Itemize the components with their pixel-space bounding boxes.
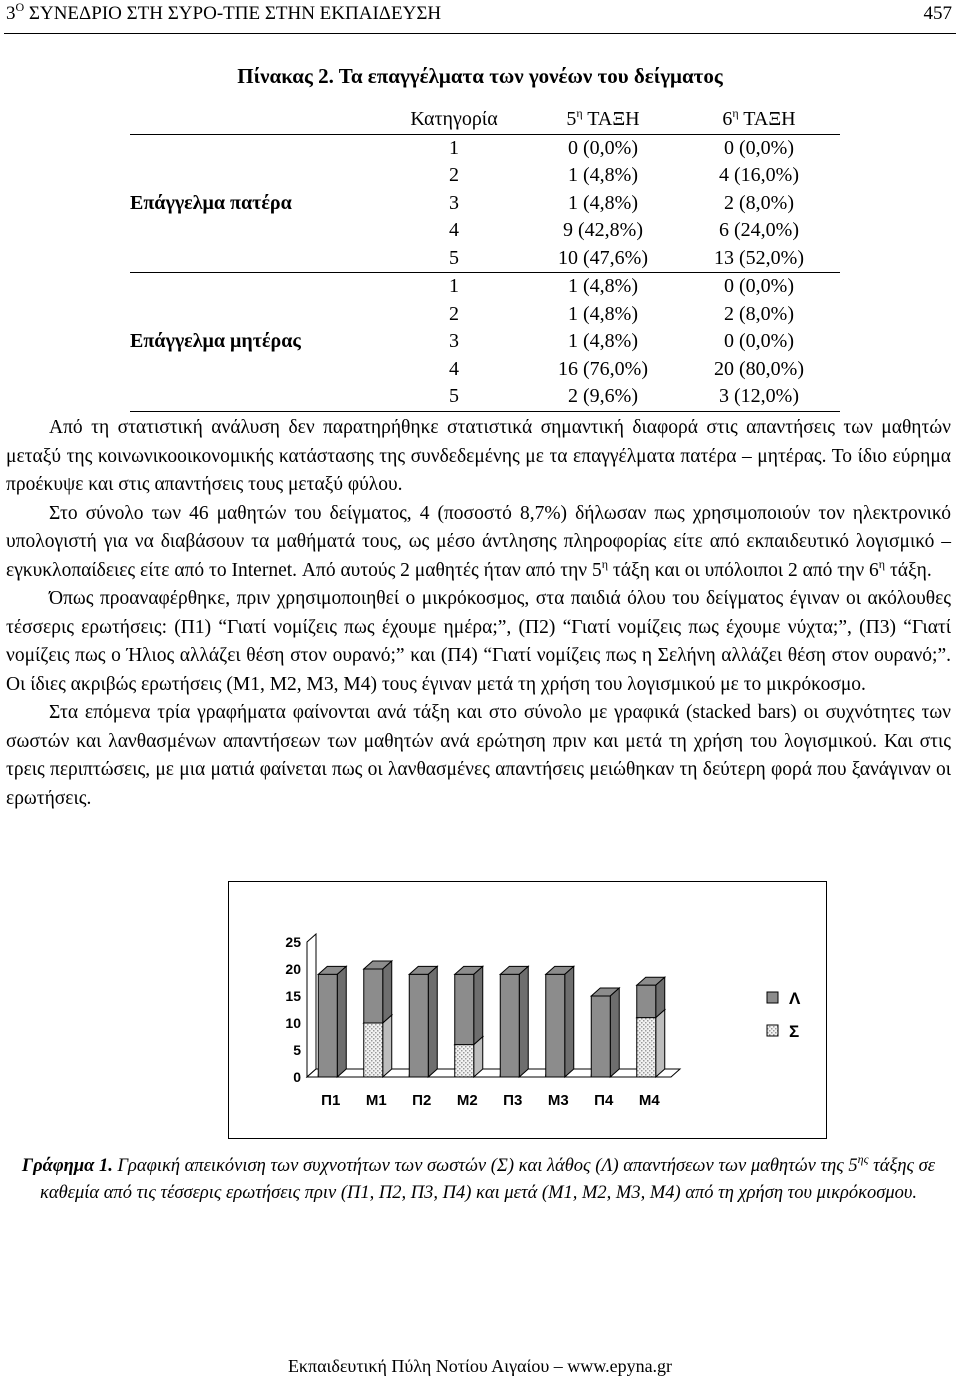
bar-segment-right-Μ4 xyxy=(637,1018,656,1077)
legend-swatch-right xyxy=(767,1025,778,1036)
bar-segment-wrong-Π4-side xyxy=(610,988,619,1077)
legend-label-wrong: Λ xyxy=(789,989,801,1008)
bar-segment-wrong-Π2 xyxy=(409,974,428,1077)
y-tick-label: 0 xyxy=(293,1069,301,1085)
legend-label-right: Σ xyxy=(789,1022,800,1041)
header-number: 3 xyxy=(6,3,16,24)
bar-segment-wrong-Π3-side xyxy=(519,966,528,1077)
bar-segment-wrong-Π1 xyxy=(318,974,337,1077)
y-tick-label: 25 xyxy=(285,934,301,950)
table-row: 2 1 (4,8%) 4 (16,0%) xyxy=(449,164,799,186)
x-tick-label: Μ4 xyxy=(638,1092,660,1109)
bar-segment-wrong-Μ2 xyxy=(455,974,474,1044)
table-row: Επάγγελμα πατέρα 3 1 (4,8%) 2 (8,0%) xyxy=(130,190,840,218)
father-group xyxy=(130,134,840,273)
bar-segment-wrong-Π2-side xyxy=(428,966,437,1077)
table-row: 4 9 (42,8%) 6 (24,0%) xyxy=(449,219,799,241)
figure-caption: Γράφημα 1. Γραφική απεικόνιση των συχνοτήτων των σωστών (Σ) και λάθος (Λ) απαντήσεων των μαθητών της $5^{\eta\varsigma}$ τάξης σε καθεμία από τις τέσσερις ερωτήσεις πριν (Π1, Π2, Π3, Π4) και μετά (Μ1, Μ2, Μ3, Μ4) από τη χρήση του μικρόκοσμου. xyxy=(21,1152,936,1203)
bar-segment-wrong-Μ3-side xyxy=(565,966,574,1077)
table-row: 1 0 (0,0%) 0 (0,0%) xyxy=(449,136,794,159)
x-tick-label: Μ2 xyxy=(456,1092,478,1109)
table-row: 2 1 (4,8%) 2 (8,0%) xyxy=(449,302,794,325)
table-row: 5 2 (9,6%) 3 (12,0%) xyxy=(130,383,840,411)
y-tick-label: 15 xyxy=(285,988,301,1004)
running-header xyxy=(6,0,442,25)
paragraph-2: Στο σύνολο των 46 μαθητών του δείγματος, 4 (ποσοστό 8,7%) δήλωσαν πως χρησιμοποιούν τον ηλεκτρονικό υπολογιστή για να διαβάσουν τα μαθήματά τους, ως μέσο άντλησης πληροφορίας είτε από εκπαιδευτικό λογισμικό – εγκυκλοπαίδειες είτε από το Internet. Από αυτούς 2 μαθητές ήταν από την $5^\eta$ τάξη και οι υπόλοιποι 2 από την $6^\eta$ τάξη. xyxy=(6,502,951,581)
group-label-mother: Επάγγελμα μητέρας xyxy=(130,330,301,352)
bar-segment-right-Μ4-side xyxy=(656,1010,665,1077)
legend-swatch-wrong xyxy=(767,992,778,1003)
group-label-father: Επάγγελμα πατέρα xyxy=(130,191,292,214)
parents-occupation-table xyxy=(130,106,840,412)
bar-segment-wrong-Μ1-side xyxy=(383,961,392,1023)
header-category: Κατηγορία xyxy=(380,106,528,134)
bar-segment-wrong-Π3 xyxy=(500,974,519,1077)
x-tick-label: Π2 xyxy=(412,1092,432,1109)
bar-segment-right-Μ1 xyxy=(364,1023,383,1077)
paragraph-4: Στα επόμενα τρία γραφήματα φαίνονται ανά τάξη και στο σύνολο με γραφικά (stacked bars) οι συχνότητες των σωστών και λανθασμένων απαντήσεων των μαθητών ανά ερώτηση πριν και μετά τη χρήση του λογισμικού. Και στις τρεις περιπτώσεις, με μια ματιά φαίνεται πως οι λανθασμένες απαντήσεις μειώθηκαν τη δεύτερη φορά που ξανάγιναν οι ερωτήσεις. xyxy=(6,702,951,809)
bar-segment-wrong-Μ3 xyxy=(546,974,565,1077)
header-superscript: Ο xyxy=(15,0,25,14)
chart-frame xyxy=(228,881,827,1139)
bar-segment-wrong-Π1-side xyxy=(337,966,346,1077)
chart-side-wall xyxy=(307,934,316,1077)
header-title: ΣΥΝΕΔΡΙΟ ΣΤΗ ΣΥΡΟ-ΤΠΕ ΣΤΗΝ ΕΚΠΑΙΔΕΥΣΗ xyxy=(28,3,442,24)
header-rule xyxy=(4,33,956,34)
header-grade6: $6^\eta$ ΤΑΞΗ xyxy=(678,106,840,134)
table-header-row xyxy=(130,106,840,134)
bar-segment-right-Μ2 xyxy=(455,1045,474,1077)
table-row: Επάγγελμα μητέρας 3 1 (4,8%) 0 (0,0%) xyxy=(130,328,840,356)
header-grade5: $5^\eta$ ΤΑΞΗ xyxy=(528,106,678,134)
x-tick-label: Μ3 xyxy=(547,1092,569,1109)
x-tick-label: Π4 xyxy=(594,1092,614,1109)
y-tick-label: 10 xyxy=(285,1015,301,1031)
table-row: 1 1 (4,8%) 0 (0,0%) xyxy=(449,275,794,297)
paragraph-3: Όπως προαναφέρθηκε, πριν χρησιμοποιηθεί ο μικρόκοσμος, στα παιδιά όλου του δείγματος έγιναν οι ακόλουθες τέσσερις ερωτήσεις: (Π1) “Γιατί νομίζεις πως έχουμε ημέρα;”, (Π2) “Γιατί νομίζεις πως έχουμε νύχτα;”, (Π3) “Γιατί νομίζεις πως ο Ήλιος αλλάζει θέση στον ουρανό;” και (Π4) “Γιατί νομίζεις πως η Σελήνη αλλάζει θέση στον ουρανό;”. Οι ίδιες ακριβώς ερωτήσεις (Μ1, Μ2, Μ3, Μ4) τους έγιναν μετά τη χρήση του λογισμικού με το μικρόκοσμο. xyxy=(6,588,951,695)
table-title: Πίνακας 2. Τα επαγγέλματα των γονέων του δείγματος xyxy=(237,64,723,88)
y-tick-label: 20 xyxy=(285,961,301,977)
x-tick-label: Π3 xyxy=(503,1092,523,1109)
chart-floor xyxy=(307,1069,680,1077)
mother-group xyxy=(130,273,840,412)
bar-segment-wrong-Μ2-side xyxy=(474,966,483,1044)
page-footer: Εκπαιδευτική Πύλη Νοτίου Αιγαίου – www.epyna.gr xyxy=(287,1356,673,1376)
bar-segment-wrong-Μ4 xyxy=(637,985,656,1017)
x-tick-label: Π1 xyxy=(321,1092,341,1109)
bar-segment-right-Μ1-side xyxy=(383,1015,392,1077)
stacked-bar-chart xyxy=(229,882,826,1138)
page-number: 457 xyxy=(923,3,952,24)
y-tick-label: 5 xyxy=(293,1042,301,1058)
caption-label: Γράφημα 1. xyxy=(21,1156,113,1176)
bar-segment-wrong-Μ1 xyxy=(364,969,383,1023)
table-row: 5 10 (47,6%) 13 (52,0%) xyxy=(130,245,840,273)
table-row: 4 16 (76,0%) 20 (80,0%) xyxy=(449,357,804,380)
x-tick-label: Μ1 xyxy=(365,1092,387,1109)
body-text xyxy=(6,414,951,813)
paragraph-1: Από τη στατιστική ανάλυση δεν παρατηρήθηκε στατιστικά σημαντική διαφορά στις απαντήσεις των μαθητών μεταξύ της κοινωνικοοικονομικής κατάστασης της συνδεδεμένης με τα επαγγέλματα πατέρα – μητέρας. Το ίδιο εύρημα προέκυψε και στις απαντήσεις τους μεταξύ φύλου. xyxy=(6,417,951,495)
bar-segment-wrong-Π4 xyxy=(591,996,610,1077)
